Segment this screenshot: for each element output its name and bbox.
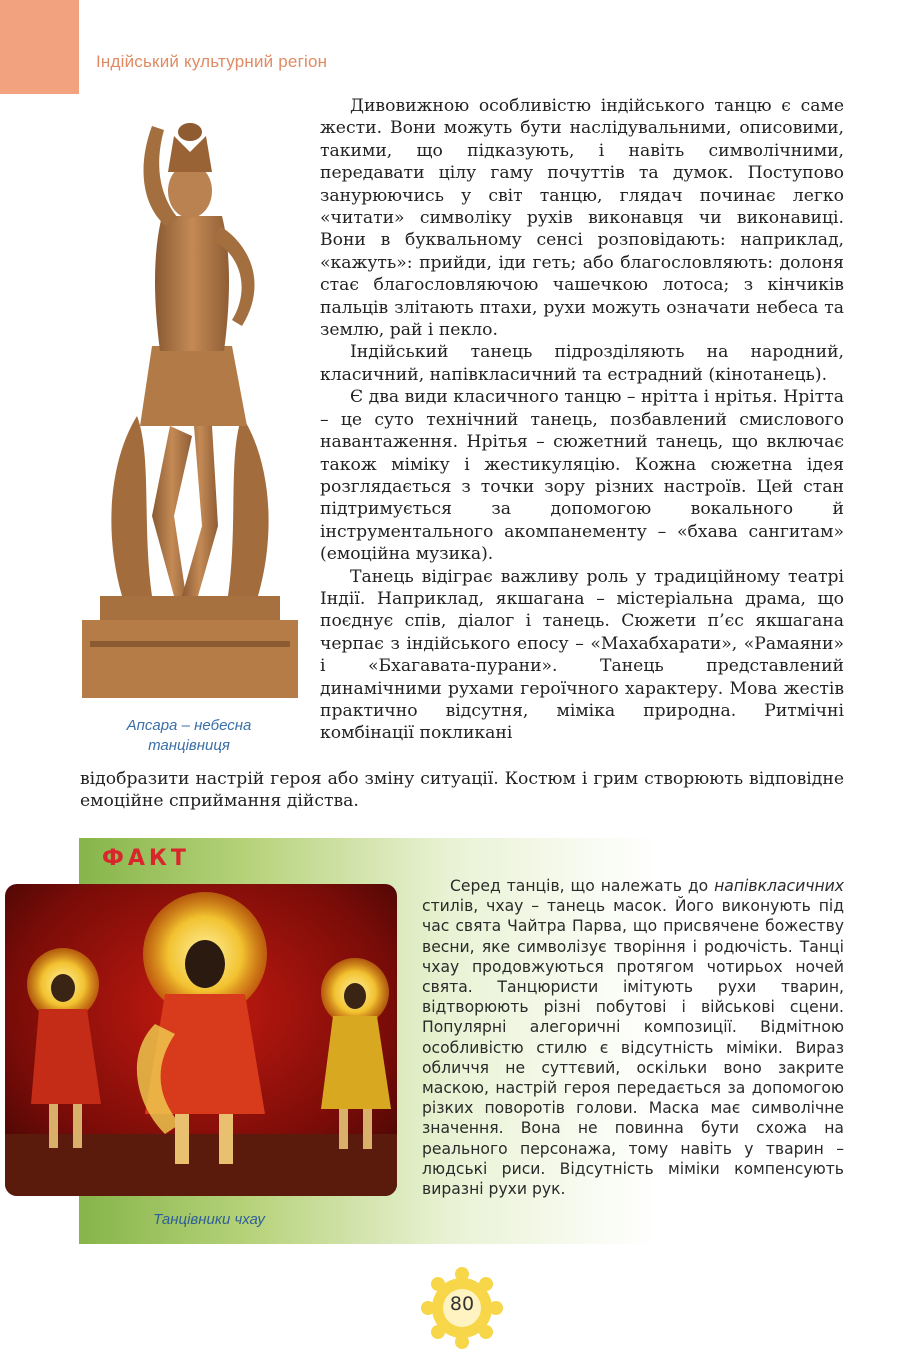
apsara-statue-image <box>82 96 298 698</box>
chhau-dancers-photo <box>5 884 397 1196</box>
page-header-title: Індійський культурний регіон <box>96 52 328 71</box>
paragraph-gestures: Дивовижною особливістю індійського танцю є саме жести. Вони можуть бути наслідувальними, описовими, такими, що підказують, і навіть символічними, передавати цілу гаму почуттів та думок. Поступово занурюючись у світ танцю, глядач починає легко «читати» символіку рухів виконавця чи виконавиці. Вони в буквальному сенсі розповідають: наприклад, «кажуть»: прийди, іди геть; або благословляють: долоня стає благословляючою чашечкою лотоса; з кінчиків пальців злітають птахи, рухи можуть означати небеса та землю, рай і пекло. <box>320 96 844 341</box>
fact-text-start: Серед танців, що належать до <box>450 877 715 895</box>
corner-accent <box>0 0 79 94</box>
statue-caption: Апсара – небесна танцівниця <box>126 717 252 754</box>
fact-text-italic: напівкласичних <box>714 877 844 895</box>
page-number: 80 <box>449 1293 475 1315</box>
paragraph-dance-types: Індійський танець підрозділяють на народний, класичний, напівкласичний та естрадний (кінотанець). <box>320 342 844 385</box>
main-article-text <box>320 95 844 745</box>
fact-label: ФАКТ <box>102 846 190 871</box>
fact-text <box>422 876 844 1199</box>
paragraph-yakshagana: Танець відіграє важливу роль у традиційному театрі Індії. Наприклад, якшагана – містеріальна драма, що поєднує спів, діалог і танець. Сюжети п’єс якшагана черпає з індійського епосу – «Махабхарати», «Рамаяни» і «Бхагавата-пурани». Танець представлений динамічними рухами героїчного характеру. Мова жестів практично відсутня, міміка природна. Ритмічні комбінації покликані <box>320 566 844 744</box>
fact-text-rest: стилів, чхау – танець масок. Його виконують під час свята Чайтра Парва, що присвячене божеству весни, яке символізує творіння і родючість. Танці чхау продовжуються протягом чотирьох ночей свята. Танцюристи імітують рухи тварин, відтворюють різні побутові і військові сцени. Популярні алегоричні композиції. Відмітною особливістю стилю є відсутність міміки. Вираз обличчя не суттєвий, оскільки воно закрите маскою, настрій героя передається за допомогою різких поворотів голови. Маска має символічне значення. Вона не повинна бути схожа на реального персонажа, тому навіть у тварин – людські риси. Відсутність міміки компенсують виразні рухи рук. <box>422 897 844 1199</box>
paragraph-classical-dance: Є два види класичного танцю – нрітта і нрітья. Нрітта – це суто технічний танець, позбавлений смислового навантаження. Нрітья – сюжетний танець, що включає також міміку і жестикуляцію. Кожна сюжетна ідея розглядається з точки зору різних настроїв. Цей стан підтримується за допомогою вокального й інструментального акомпанементу – «бхава сангитам» (емоційна музика). <box>320 387 844 565</box>
paragraph-yakshagana-continued: відобразити настрій героя або зміну ситуації. Костюм і грим створюють відповідне емоційне сприймання дійства. <box>80 769 844 812</box>
fact-paragraph <box>422 876 844 1199</box>
dancers-caption: Танцівники чхау <box>153 1211 265 1228</box>
